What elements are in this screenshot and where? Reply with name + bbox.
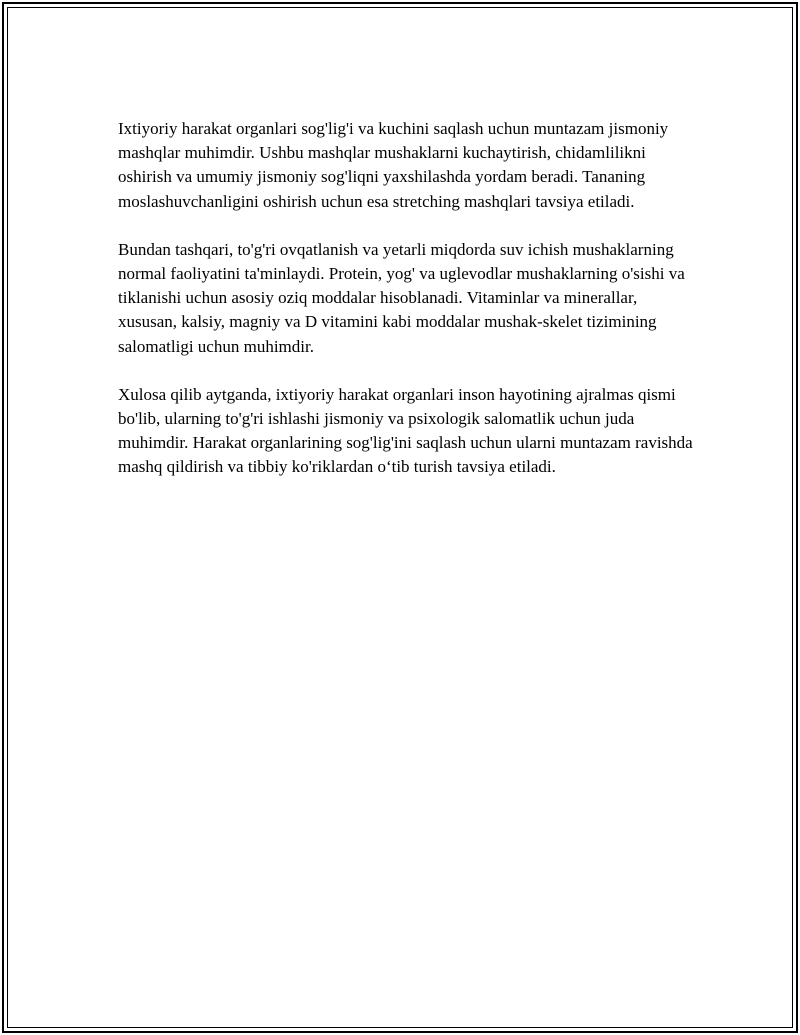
paragraph-2: Bundan tashqari, to'g'ri ovqatlanish va yetarli miqdorda suv ichish mushaklarning normal faoliyatini ta'minlaydi. Protein, yog' va uglevodlar mushaklarning o'sishi va tiklanishi uchun asosiy oziq moddalar hisoblanadi. Vitaminlar va minerallar, xususan, kalsiy, magniy va D vitamini kabi moddalar mushak-skelet tizimining salomatligi uchun muhimdir.	[118, 239, 685, 356]
paragraph-3: Xulosa qilib aytganda, ixtiyoriy harakat organlari inson hayotining ajralmas qismi bo'lib, ularning to'g'ri ishlashi jismoniy va psixologik salomatlik uchun juda muhimdir. Harakat organlarining sog'lig'ini saqlash uchun ularni muntazam ravishda mashq qildirish va tibbiy ko'riklardan o‘tib turish tavsiya etiladi.	[118, 384, 693, 477]
paragraph-1: Ixtiyoriy harakat organlari sog'lig'i va kuchini saqlash uchun muntazam jismoniy mashqlar muhimdir. Ushbu mashqlar mushaklarni kuchaytirish, chidamlilikni oshirish va umumiy jismoniy sog'liqni yaxshilashda yordam beradi. Tananing moslashuvchanligini oshirish uchun esa stretching mashqlari tavsiya etiladi.	[118, 119, 669, 211]
document-body	[118, 117, 698, 480]
